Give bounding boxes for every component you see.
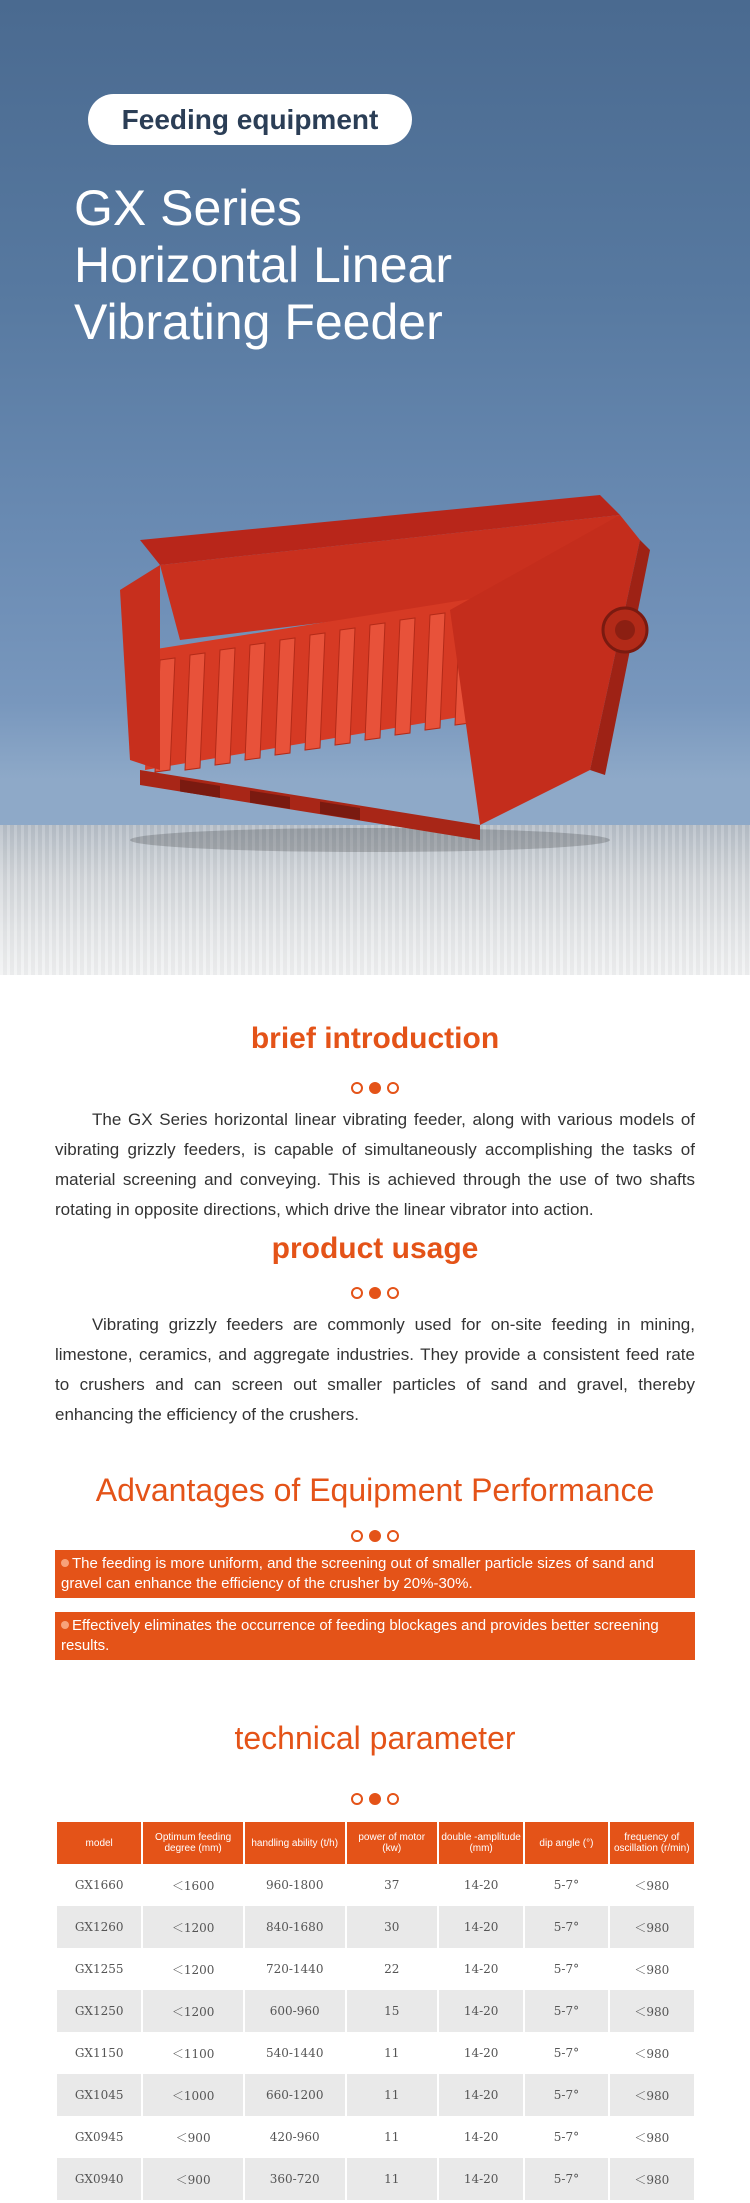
table-cell: ＜1200 bbox=[143, 1948, 243, 1990]
table-row bbox=[57, 2074, 694, 2116]
table-cell: 360-720 bbox=[245, 2158, 345, 2200]
column-header: dip angle (°) bbox=[525, 1822, 607, 1864]
divider-dot-icon bbox=[369, 1287, 381, 1299]
table-cell: ＜900 bbox=[143, 2158, 243, 2200]
brief-dots-divider bbox=[0, 1082, 750, 1094]
table-cell: 5-7° bbox=[525, 2116, 607, 2158]
table-body bbox=[57, 1864, 694, 2200]
table-cell: 11 bbox=[347, 2116, 437, 2158]
advantage-text: Effectively eliminates the occurrence of feeding blockages and provides better screening results. bbox=[61, 1617, 659, 1654]
table-cell: 14-20 bbox=[439, 1864, 523, 1906]
table-row bbox=[57, 1990, 694, 2032]
table-cell: ＜980 bbox=[610, 1906, 694, 1948]
divider-dot-icon bbox=[369, 1082, 381, 1094]
table-cell: 14-20 bbox=[439, 2032, 523, 2074]
table-cell: GX0940 bbox=[57, 2158, 141, 2200]
table-cell: 420-960 bbox=[245, 2116, 345, 2158]
table-cell: 15 bbox=[347, 1990, 437, 2032]
table-cell: 11 bbox=[347, 2032, 437, 2074]
hero-title bbox=[74, 180, 674, 351]
table-cell: 37 bbox=[347, 1864, 437, 1906]
column-header: frequency of oscillation (r/min) bbox=[610, 1822, 694, 1864]
table-cell: ＜1200 bbox=[143, 1990, 243, 2032]
tech-parameter-table bbox=[55, 1822, 696, 2200]
table-cell: 14-20 bbox=[439, 1906, 523, 1948]
category-pill-label: Feeding equipment bbox=[121, 103, 379, 135]
table-header-row bbox=[57, 1822, 694, 1864]
feeder-machine-image bbox=[120, 470, 660, 860]
usage-title: product usage bbox=[271, 1232, 479, 1265]
advantages-title: Advantages of Equipment Performance bbox=[95, 1472, 655, 1508]
table-cell: GX0945 bbox=[57, 2116, 141, 2158]
table-cell: ＜980 bbox=[610, 2032, 694, 2074]
table-header bbox=[57, 1822, 694, 1864]
table-cell: GX1045 bbox=[57, 2074, 141, 2116]
table-cell: 5-7° bbox=[525, 1906, 607, 1948]
divider-dot-icon bbox=[387, 1793, 399, 1805]
hero-banner bbox=[0, 0, 750, 975]
brief-title: brief introduction bbox=[250, 1022, 500, 1055]
table-cell: 840-1680 bbox=[245, 1906, 345, 1948]
divider-dot-icon bbox=[351, 1793, 363, 1805]
advantages-dots-divider bbox=[0, 1530, 750, 1542]
divider-dot-icon bbox=[369, 1793, 381, 1805]
table-cell: 5-7° bbox=[525, 1990, 607, 2032]
table-cell: 14-20 bbox=[439, 2158, 523, 2200]
table-cell: ＜980 bbox=[610, 1990, 694, 2032]
brief-text: The GX Series horizontal linear vibrating feeder, along with various models of vibrating grizzly feeders, is capable of simultaneously accomplishing the tasks of material screening and conveying. This is achieved through the use of two shafts rotating in opposite directions, which drive the linear vibrator into action. bbox=[55, 1110, 695, 1219]
table-cell: 5-7° bbox=[525, 2158, 607, 2200]
table-cell: 5-7° bbox=[525, 2074, 607, 2116]
column-header: power of motor (kw) bbox=[347, 1822, 437, 1864]
table-cell: GX1150 bbox=[57, 2032, 141, 2074]
advantage-item bbox=[55, 1612, 695, 1660]
table-cell: ＜1600 bbox=[143, 1864, 243, 1906]
advantage-item bbox=[55, 1550, 695, 1598]
table-cell: GX1255 bbox=[57, 1948, 141, 1990]
divider-dot-icon bbox=[351, 1530, 363, 1542]
table-row bbox=[57, 2032, 694, 2074]
table-cell: 720-1440 bbox=[245, 1948, 345, 1990]
table-cell: 11 bbox=[347, 2158, 437, 2200]
table-cell: ＜1200 bbox=[143, 1906, 243, 1948]
tech-dots-divider bbox=[0, 1793, 750, 1805]
divider-dot-icon bbox=[387, 1287, 399, 1299]
tech-title: technical parameter bbox=[234, 1720, 516, 1756]
table-cell: 14-20 bbox=[439, 1990, 523, 2032]
table-cell: GX1260 bbox=[57, 1906, 141, 1948]
table-cell: 660-1200 bbox=[245, 2074, 345, 2116]
table-cell: 5-7° bbox=[525, 1948, 607, 1990]
table-row bbox=[57, 1864, 694, 1906]
table-cell: 540-1440 bbox=[245, 2032, 345, 2074]
column-header: Optimum feeding degree (mm) bbox=[143, 1822, 243, 1864]
table-cell: 14-20 bbox=[439, 2116, 523, 2158]
hero-title-line-1: GX Series bbox=[74, 180, 302, 236]
table-cell: 960-1800 bbox=[245, 1864, 345, 1906]
divider-dot-icon bbox=[351, 1287, 363, 1299]
bullet-icon bbox=[61, 1621, 69, 1629]
bullet-icon bbox=[61, 1559, 69, 1567]
table-cell: 5-7° bbox=[525, 2032, 607, 2074]
table-row bbox=[57, 1948, 694, 1990]
table-cell: 14-20 bbox=[439, 1948, 523, 1990]
table-cell: ＜900 bbox=[143, 2116, 243, 2158]
table-cell: ＜1100 bbox=[143, 2032, 243, 2074]
table-cell: 5-7° bbox=[525, 1864, 607, 1906]
table-row bbox=[57, 2116, 694, 2158]
table-cell: 22 bbox=[347, 1948, 437, 1990]
divider-dot-icon bbox=[387, 1530, 399, 1542]
table-row bbox=[57, 2158, 694, 2200]
hero-title-line-3: Vibrating Feeder bbox=[74, 294, 443, 350]
table-cell: GX1660 bbox=[57, 1864, 141, 1906]
table-cell: GX1250 bbox=[57, 1990, 141, 2032]
divider-dot-icon bbox=[369, 1530, 381, 1542]
category-pill bbox=[88, 94, 412, 145]
table-cell: ＜980 bbox=[610, 1864, 694, 1906]
hero-title-line-2: Horizontal Linear bbox=[74, 237, 452, 293]
table-cell: ＜980 bbox=[610, 2074, 694, 2116]
column-header: double -amplitude (mm) bbox=[439, 1822, 523, 1864]
usage-dots-divider bbox=[0, 1287, 750, 1299]
advantage-text: The feeding is more uniform, and the screening out of smaller particle sizes of sand and gravel can enhance the efficiency of the crusher by 20%-30%. bbox=[61, 1555, 654, 1592]
divider-dot-icon bbox=[351, 1082, 363, 1094]
table-cell: 14-20 bbox=[439, 2074, 523, 2116]
divider-dot-icon bbox=[387, 1082, 399, 1094]
table-cell: ＜980 bbox=[610, 1948, 694, 1990]
table-cell: ＜980 bbox=[610, 2158, 694, 2200]
column-header: model bbox=[57, 1822, 141, 1864]
table-cell: 30 bbox=[347, 1906, 437, 1948]
table-cell: ＜980 bbox=[610, 2116, 694, 2158]
usage-text: Vibrating grizzly feeders are commonly used for on-site feeding in mining, limestone, ceramics, and aggregate industries. They provide a consistent feed rate to crushers and can screen out smaller particles of sand and gravel, thereby enhancing the efficiency of the crushers. bbox=[55, 1315, 695, 1424]
table-cell: ＜1000 bbox=[143, 2074, 243, 2116]
table-cell: 600-960 bbox=[245, 1990, 345, 2032]
table-cell: 11 bbox=[347, 2074, 437, 2116]
table-row bbox=[57, 1906, 694, 1948]
column-header: handling ability (t/h) bbox=[245, 1822, 345, 1864]
